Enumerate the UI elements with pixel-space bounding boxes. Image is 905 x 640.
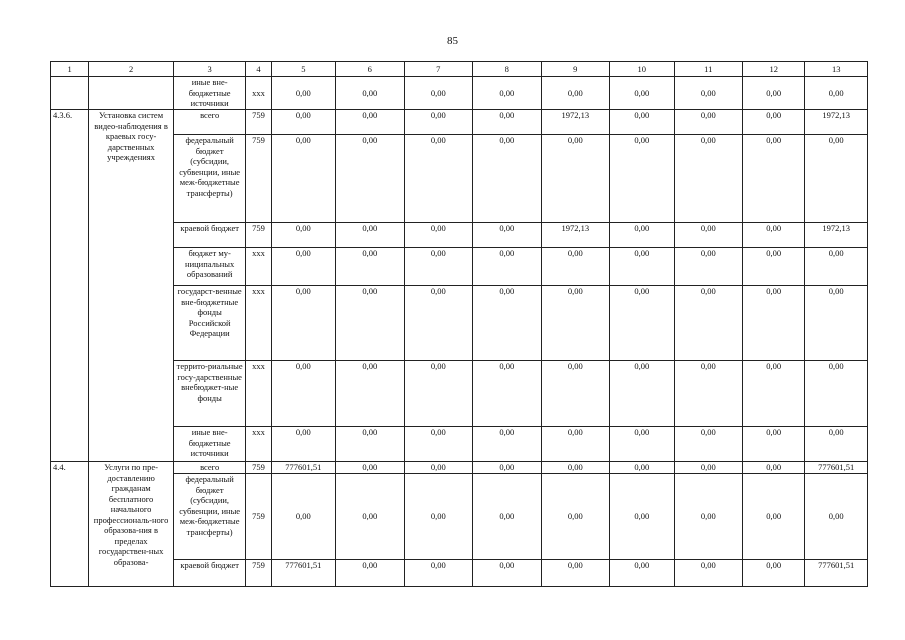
header-cell: 9 xyxy=(541,62,610,77)
value-cell: 1972,13 xyxy=(541,223,610,248)
value-cell: 0,00 xyxy=(743,560,805,587)
code-cell: ххх xyxy=(246,361,271,427)
value-cell: 0,00 xyxy=(473,462,542,474)
value-cell: 0,00 xyxy=(336,427,405,462)
value-cell: 777601,51 xyxy=(271,462,335,474)
value-cell: 0,00 xyxy=(674,223,743,248)
table-row xyxy=(51,223,868,248)
funding-source-cell: федеральный бюджет (субсидии, субвенции, иные меж-бюджетные трансферты) xyxy=(173,474,246,560)
value-cell: 0,00 xyxy=(541,474,610,560)
value-cell: 0,00 xyxy=(473,223,542,248)
value-cell: 0,00 xyxy=(473,361,542,427)
value-cell: 0,00 xyxy=(674,248,743,286)
value-cell: 1972,13 xyxy=(805,223,868,248)
header-cell: 2 xyxy=(89,62,174,77)
value-cell: 0,00 xyxy=(610,135,674,223)
value-cell: 0,00 xyxy=(541,135,610,223)
value-cell: 0,00 xyxy=(404,462,473,474)
item-name-cell: Установка систем видео-наблюдения в краевых госу-дарственных учреждениях xyxy=(89,110,174,462)
funding-source-cell: всего xyxy=(173,462,246,474)
value-cell: 0,00 xyxy=(743,361,805,427)
value-cell: 777601,51 xyxy=(805,462,868,474)
header-cell: 13 xyxy=(805,62,868,77)
header-cell: 1 xyxy=(51,62,89,77)
funding-source-cell: краевой бюджет xyxy=(173,223,246,248)
value-cell: 0,00 xyxy=(743,427,805,462)
value-cell: 0,00 xyxy=(404,77,473,110)
value-cell: 0,00 xyxy=(473,110,542,135)
funding-source-cell: бюджет му-ниципальных образований xyxy=(173,248,246,286)
value-cell: 0,00 xyxy=(674,286,743,361)
value-cell: 0,00 xyxy=(404,361,473,427)
code-cell: ххх xyxy=(246,248,271,286)
value-cell: 1972,13 xyxy=(541,110,610,135)
value-cell: 0,00 xyxy=(674,427,743,462)
table-row xyxy=(51,135,868,223)
value-cell: 0,00 xyxy=(473,427,542,462)
item-name-cell: Услуги по пре-доставлению гражданам бесплатного начального профессиональ-ного образова-ния в пределах государствен-ных образова- xyxy=(89,462,174,587)
value-cell: 0,00 xyxy=(610,110,674,135)
value-cell: 0,00 xyxy=(404,248,473,286)
funding-source-cell: террито-риальные госу-дарственные внебюджет-ные фонды xyxy=(173,361,246,427)
value-cell: 0,00 xyxy=(674,462,743,474)
code-cell: 759 xyxy=(246,110,271,135)
value-cell: 0,00 xyxy=(473,286,542,361)
value-cell: 0,00 xyxy=(743,248,805,286)
value-cell: 0,00 xyxy=(271,474,335,560)
value-cell: 0,00 xyxy=(271,361,335,427)
funding-source-cell: иные вне-бюджетные источники xyxy=(173,427,246,462)
value-cell: 0,00 xyxy=(271,110,335,135)
code-cell: ххх xyxy=(246,286,271,361)
value-cell: 0,00 xyxy=(336,223,405,248)
value-cell: 0,00 xyxy=(610,474,674,560)
value-cell: 0,00 xyxy=(271,427,335,462)
header-cell: 11 xyxy=(674,62,743,77)
value-cell: 0,00 xyxy=(271,286,335,361)
value-cell: 0,00 xyxy=(336,474,405,560)
value-cell: 0,00 xyxy=(541,427,610,462)
value-cell: 0,00 xyxy=(743,77,805,110)
row-number-cell xyxy=(51,77,89,110)
value-cell: 0,00 xyxy=(674,77,743,110)
value-cell: 1972,13 xyxy=(805,110,868,135)
value-cell: 0,00 xyxy=(805,427,868,462)
value-cell: 0,00 xyxy=(805,77,868,110)
table-row xyxy=(51,248,868,286)
value-cell: 0,00 xyxy=(743,286,805,361)
value-cell: 0,00 xyxy=(743,462,805,474)
value-cell: 0,00 xyxy=(541,361,610,427)
value-cell: 0,00 xyxy=(610,427,674,462)
value-cell: 0,00 xyxy=(404,135,473,223)
value-cell: 0,00 xyxy=(610,462,674,474)
value-cell: 0,00 xyxy=(805,474,868,560)
value-cell: 0,00 xyxy=(805,286,868,361)
value-cell: 0,00 xyxy=(336,361,405,427)
value-cell: 0,00 xyxy=(805,248,868,286)
code-cell: 759 xyxy=(246,474,271,560)
value-cell: 0,00 xyxy=(271,248,335,286)
value-cell: 0,00 xyxy=(805,361,868,427)
value-cell: 0,00 xyxy=(336,248,405,286)
value-cell: 0,00 xyxy=(541,286,610,361)
code-cell: 759 xyxy=(246,462,271,474)
value-cell: 0,00 xyxy=(674,474,743,560)
header-cell: 8 xyxy=(473,62,542,77)
value-cell: 0,00 xyxy=(743,135,805,223)
table-row xyxy=(51,361,868,427)
value-cell: 0,00 xyxy=(743,474,805,560)
code-cell: 759 xyxy=(246,223,271,248)
value-cell: 0,00 xyxy=(473,135,542,223)
header-cell: 12 xyxy=(743,62,805,77)
value-cell: 0,00 xyxy=(271,135,335,223)
table-row xyxy=(51,427,868,462)
header-cell: 10 xyxy=(610,62,674,77)
value-cell: 0,00 xyxy=(336,462,405,474)
value-cell: 0,00 xyxy=(610,361,674,427)
header-cell: 3 xyxy=(173,62,246,77)
value-cell: 0,00 xyxy=(541,462,610,474)
code-cell: ххх xyxy=(246,77,271,110)
value-cell: 0,00 xyxy=(404,427,473,462)
value-cell: 777601,51 xyxy=(271,560,335,587)
item-number-cell: 4.4. xyxy=(51,462,89,587)
code-cell: 759 xyxy=(246,560,271,587)
funding-source-cell: иные вне-бюджетные источники xyxy=(173,77,246,110)
value-cell: 0,00 xyxy=(541,560,610,587)
value-cell: 0,00 xyxy=(473,77,542,110)
value-cell: 777601,51 xyxy=(805,560,868,587)
header-cell: 7 xyxy=(404,62,473,77)
value-cell: 0,00 xyxy=(271,77,335,110)
value-cell: 0,00 xyxy=(805,135,868,223)
table-row xyxy=(51,286,868,361)
funding-source-cell: краевой бюджет xyxy=(173,560,246,587)
value-cell: 0,00 xyxy=(473,248,542,286)
value-cell: 0,00 xyxy=(674,135,743,223)
value-cell: 0,00 xyxy=(404,560,473,587)
funding-source-cell: всего xyxy=(173,110,246,135)
budget-table xyxy=(50,61,868,587)
value-cell: 0,00 xyxy=(610,77,674,110)
table-row xyxy=(51,474,868,560)
table-body xyxy=(51,62,868,587)
header-cell: 4 xyxy=(246,62,271,77)
funding-source-cell: федеральный бюджет (субсидии, субвенции, иные меж-бюджетные трансферты) xyxy=(173,135,246,223)
value-cell: 0,00 xyxy=(336,77,405,110)
value-cell: 0,00 xyxy=(336,110,405,135)
value-cell: 0,00 xyxy=(271,223,335,248)
value-cell: 0,00 xyxy=(610,286,674,361)
value-cell: 0,00 xyxy=(610,560,674,587)
table-row xyxy=(51,110,868,135)
code-cell: ххх xyxy=(246,427,271,462)
value-cell: 0,00 xyxy=(610,223,674,248)
value-cell: 0,00 xyxy=(336,286,405,361)
code-cell: 759 xyxy=(246,135,271,223)
value-cell: 0,00 xyxy=(541,248,610,286)
value-cell: 0,00 xyxy=(674,361,743,427)
header-cell: 5 xyxy=(271,62,335,77)
table-row xyxy=(51,560,868,587)
table-row xyxy=(51,77,868,110)
value-cell: 0,00 xyxy=(743,223,805,248)
value-cell: 0,00 xyxy=(404,110,473,135)
item-number-cell: 4.3.6. xyxy=(51,110,89,462)
table-row xyxy=(51,462,868,474)
header-cell: 6 xyxy=(336,62,405,77)
value-cell: 0,00 xyxy=(674,560,743,587)
value-cell: 0,00 xyxy=(473,560,542,587)
value-cell: 0,00 xyxy=(541,77,610,110)
value-cell: 0,00 xyxy=(404,474,473,560)
value-cell: 0,00 xyxy=(743,110,805,135)
value-cell: 0,00 xyxy=(473,474,542,560)
row-name-cell xyxy=(89,77,174,110)
value-cell: 0,00 xyxy=(674,110,743,135)
value-cell: 0,00 xyxy=(404,286,473,361)
value-cell: 0,00 xyxy=(336,560,405,587)
value-cell: 0,00 xyxy=(336,135,405,223)
funding-source-cell: государст-венные вне-бюджетные фонды Российской Федерации xyxy=(173,286,246,361)
value-cell: 0,00 xyxy=(404,223,473,248)
value-cell: 0,00 xyxy=(610,248,674,286)
header-row xyxy=(51,62,868,77)
page-number: 85 xyxy=(447,35,458,47)
